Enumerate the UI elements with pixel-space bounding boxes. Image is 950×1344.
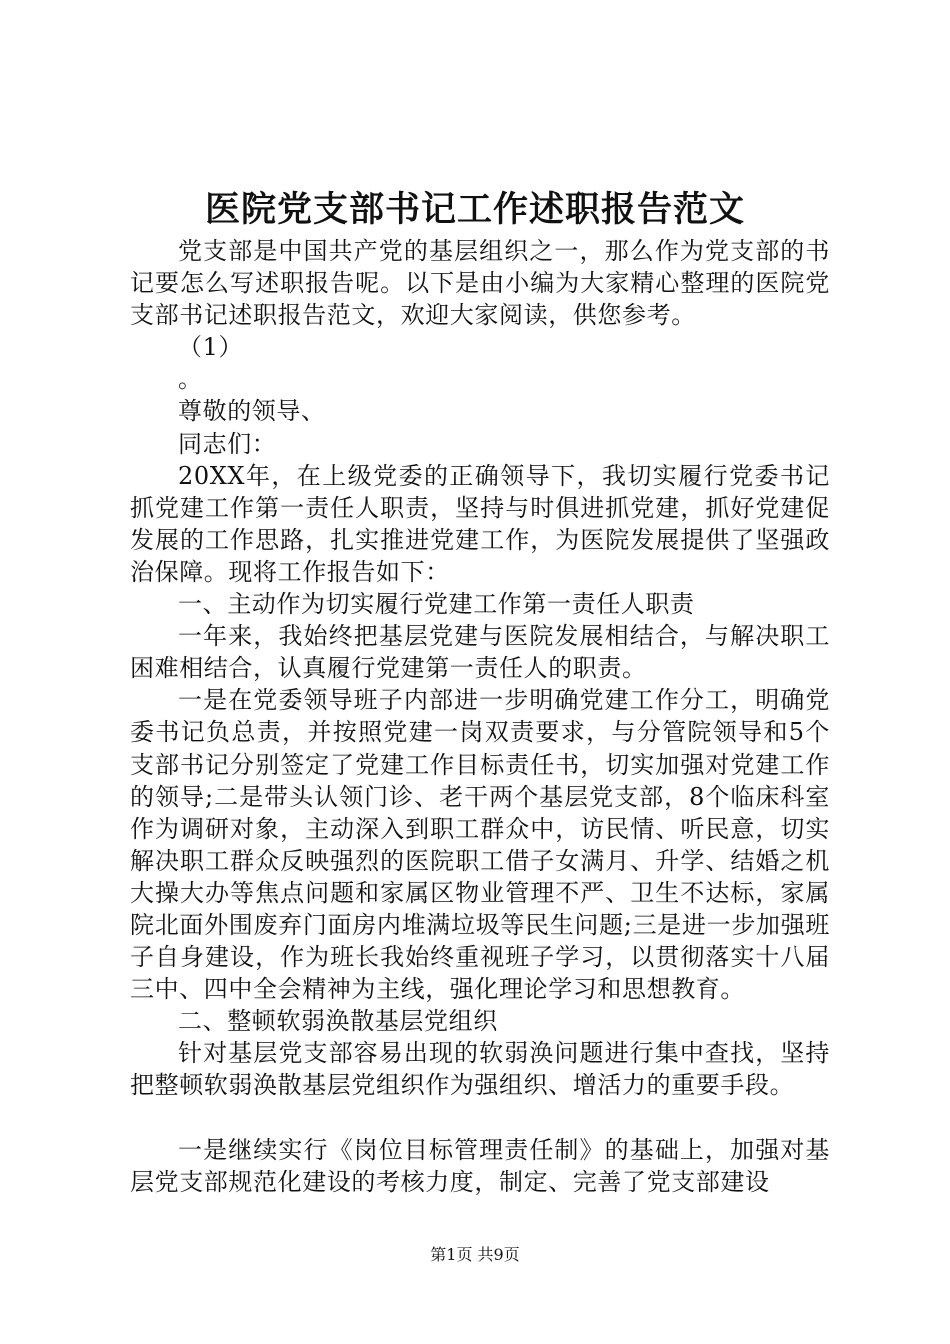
paragraph-salutation: 尊敬的领导、 [178,397,326,426]
paragraph-section1-summary: 一年来，我始终把基层党建与医院发展相结合，与解决职工困难相结合，认真履行党建第一责任人的职责。 [130,622,830,683]
paragraph-period: 。 [178,365,203,394]
document-body [130,235,830,1198]
document-title: 医院党支部书记工作述职报告范文 [204,189,745,230]
paragraph-section2-summary: 针对基层党支部容易出现的软弱涣问题进行集中查找，坚持把整顿软弱涣散基层党组织作为强组织、增活力的重要手段。 [130,1039,830,1100]
section-heading-1: 一、主动作为切实履行党建工作第一责任人职责 [178,590,695,619]
paragraph-number: （1） [178,333,244,362]
paragraph-greeting: 同志们： [178,429,277,458]
paragraph-overview: 20XX年，在上级党委的正确领导下，我切实履行党委书记抓党建工作第一责任人职责，坚持与时俱进抓党建，抓好党建促发展的工作思路，扎实推进党建工作，为医院发展提供了坚强政治保障。现将工作报告如下： [130,461,830,586]
paragraph-section2-detail: 一是继续实行《岗位目标管理责任制》的基础上，加强对基层党支部规范化建设的考核力度，制定、完善了党支部建设 [130,1135,830,1196]
section-heading-2: 二、整顿软弱涣散基层党组织 [178,1007,498,1036]
page-footer: 第1页 共9页 [430,1245,520,1264]
paragraph-section1-detail: 一是在党委领导班子内部进一步明确党建工作分工，明确党委书记负总责，并按照党建一岗双责要求，与分管院领导和5个支部书记分别签定了党建工作目标责任书，切实加强对党建工作的领导;二是带头认领门诊、老干两个基层党支部，8个临床科室作为调研对象，主动深入到职工群众中，访民情、听民意，切实解决职工群众反映强烈的医院职工借子女满月、升学、结婚之机大操大办等焦点问题和家属区物业管理不严、卫生不达标，家属院北面外围废弃门面房内堆满垃圾等民生问题;三是进一步加强班子自身建设，作为班长我始终重视班子学习，以贯彻落实十八届三中、四中全会精神为主线，强化理论学习和思想教育。 [130,686,830,1004]
paragraph-intro: 党支部是中国共产党的基层组织之一，那么作为党支部的书记要怎么写述职报告呢。以下是由小编为大家精心整理的医院党支部书记述职报告范文，欢迎大家阅读，供您参考。 [130,237,830,330]
